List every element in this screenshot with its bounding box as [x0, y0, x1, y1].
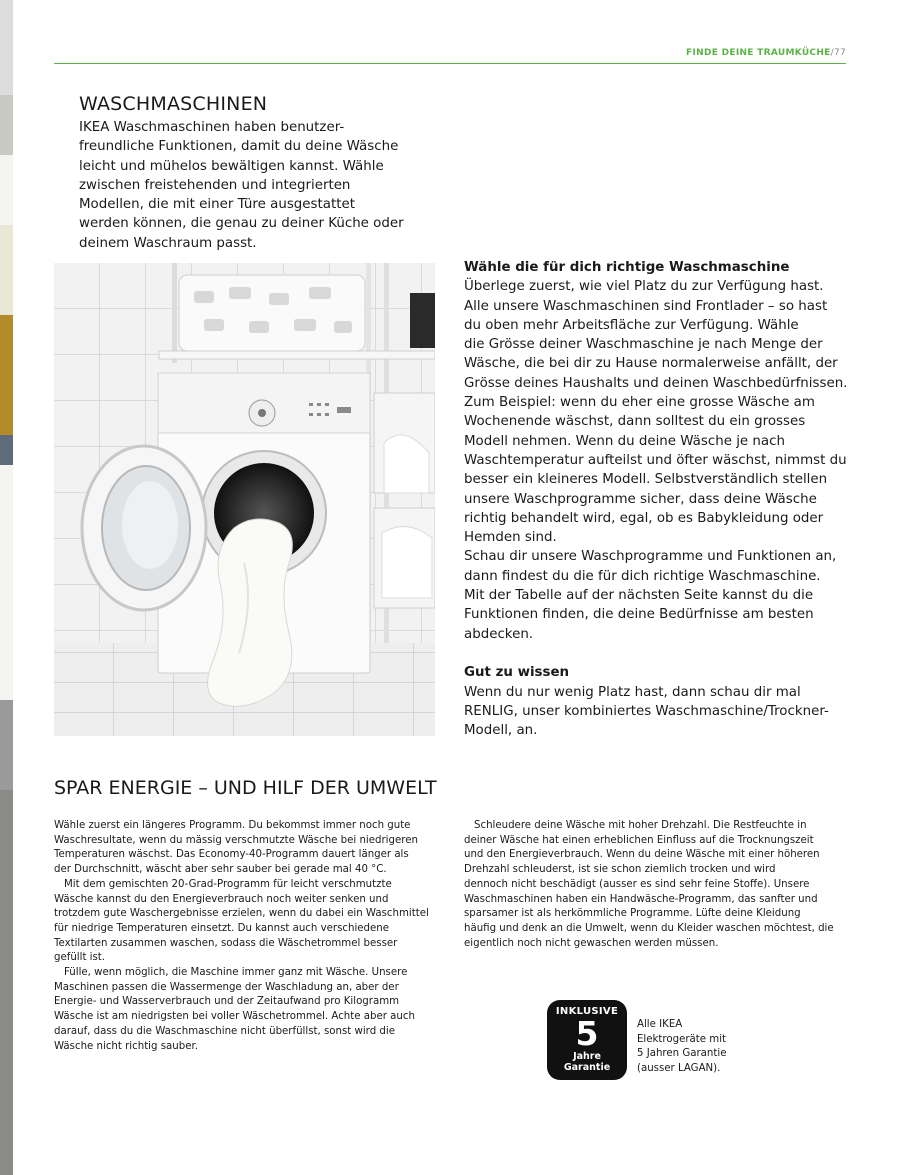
text-line: Waschmaschinen haben ein Handwäsche-Programm, das sanfter und: [464, 893, 818, 905]
badge-guarantee-label: Garantie: [563, 1062, 611, 1073]
text-line: Wäsche, die bei dir zu Hause normalerweise anfällt, der: [464, 356, 838, 372]
text-line: Alle IKEA: [637, 1019, 683, 1030]
text-line: Wäsche kannst du den Energieverbrauch noch weiter senken und: [54, 893, 389, 905]
washing-machine-illustration: [54, 263, 435, 736]
text-line: (ausser LAGAN).: [637, 1063, 721, 1075]
text-line: richtig behandelt wird, egal, ob es Babykleidung oder: [464, 510, 824, 526]
heading-good-to-know: Gut zu wissen: [464, 665, 570, 681]
guarantee-badge: [547, 1000, 627, 1080]
text-line: Funktionen finden, die deine Bedürfnisse am besten: [464, 607, 814, 623]
text-line: Wenn du nur wenig Platz hast, dann schau dir mal: [464, 684, 801, 700]
text-line: abdecken.: [464, 626, 534, 642]
section-title-save-energy: SPAR ENERGIE – UND HILF DER UMWELT: [54, 777, 437, 799]
text-line: RENLIG, unser kombiniertes Waschmaschine/Trockner-: [464, 703, 829, 719]
intro-line: Modellen, die mit einer Türe ausgestattet: [79, 197, 355, 213]
text-line: Maschinen passen die Wassermenge der Waschladung an, aber der: [54, 981, 399, 993]
paragraph-programs: [464, 547, 849, 643]
badge-inclusive-label: INKLUSIVE: [555, 1006, 619, 1017]
text-line: Wochenende wäschst, dann solltest du ein grosses: [464, 414, 806, 430]
text-line: Energie- und Wasserverbrauch und der Zeitaufwand pro Kilogramm: [54, 996, 400, 1008]
text-line: Temperaturen wäschst. Das Economy-40-Programm dauert länger als: [54, 849, 409, 861]
running-head: [686, 48, 846, 58]
text-line: Wäsche nicht richtig sauber.: [54, 1040, 198, 1052]
intro-line: deinem Waschraum passt.: [79, 235, 257, 251]
choose-machine-section: [464, 258, 849, 740]
text-line: Wäsche ist am niedrigsten bei voller Wäschetrommel. Achte aber auch: [54, 1011, 415, 1023]
text-line: Waschtemperatur aufteilst und öfter wäschst, nimmst du: [464, 452, 847, 468]
text-line: Modell nehmen. Wenn du deine Wäsche je nach: [464, 433, 785, 449]
text-line: und den Energieverbrauch. Wenn du deine Wäsche mit einer höheren: [464, 849, 820, 861]
text-line: Fülle, wenn möglich, die Maschine immer ganz mit Wäsche. Unsere: [64, 967, 408, 979]
intro-line: leicht und mühelos bewältigen kannst. Wähle: [79, 158, 384, 174]
save-energy-column-right: [464, 819, 849, 951]
header-rule: [54, 63, 846, 64]
text-line: Elektrogeräte mit: [637, 1033, 727, 1045]
text-line: trotzdem gute Waschergebnisse erzielen, wenn du dabei ein Waschmittel: [54, 908, 429, 920]
badge-years-label: Jahre: [573, 1051, 601, 1062]
paragraph: [54, 966, 439, 1054]
intro-line: freundliche Funktionen, damit du deine Wäsche: [79, 139, 399, 155]
text-line: Drehzahl schleuderst, ist sie schon ziemlich trocken und wird: [464, 864, 776, 876]
text-line: Mit der Tabelle auf der nächsten Seite kannst du die: [464, 588, 814, 604]
guarantee-note: [637, 1018, 747, 1077]
text-line: Mit dem gemischten 20-Grad-Programm für leicht verschmutzte: [64, 878, 392, 890]
save-energy-column-left: [54, 819, 439, 1054]
text-line: Textilarten zusammen waschen, sodass die Wäschetrommel besser: [54, 937, 398, 949]
text-line: häufig und denk an die Umwelt, wenn du Kleider waschen möchtest, die: [464, 922, 834, 934]
previous-page-edge: [0, 0, 13, 1175]
section-title-washing-machines: WASCHMASCHINEN: [79, 93, 268, 115]
paragraph-choose-machine: [464, 277, 849, 547]
text-line: Waschresultate, wenn du mässig verschmutzte Wäsche bei niedrigeren: [54, 834, 418, 846]
text-line: darauf, dass du die Waschmaschine nicht überfüllst, sonst wird die: [54, 1025, 395, 1037]
text-line: deiner Wäsche hat einen erheblichen Einfluss auf die Trocknungszeit: [464, 834, 814, 846]
paragraph-good-to-know: [464, 683, 849, 741]
intro-text: [79, 118, 419, 253]
washing-machine-photo: [54, 263, 435, 736]
text-line: eigentlich noch nicht gewaschen werden müssen.: [464, 937, 719, 949]
text-line: Wähle zuerst ein längeres Programm. Du bekommst immer noch gute: [54, 820, 411, 831]
text-line: Schleudere deine Wäsche mit hoher Drehzahl. Die Restfeuchte in: [474, 820, 807, 831]
text-line: die Grösse deiner Waschmaschine je nach Menge der: [464, 337, 823, 353]
paragraph: [464, 819, 849, 951]
text-line: du oben mehr Arbeitsfläche zur Verfügung. Wähle: [464, 317, 799, 333]
text-line: dennoch nicht beschädigt (ausser es sind sehr feine Stoffe). Unsere: [464, 878, 810, 890]
badge-years-number: 5: [575, 1014, 599, 1053]
text-line: der Durchschnitt, wäscht aber sehr sauber bei gerade mal 40 °C.: [54, 864, 387, 876]
text-line: unsere Waschprogramme sicher, dass deine Wäsche: [464, 491, 817, 507]
text-line: Modell, an.: [464, 723, 538, 739]
intro-line: zwischen freistehenden und integrierten: [79, 177, 351, 193]
text-line: Alle unsere Waschmaschinen sind Frontlader – so hast: [464, 298, 828, 314]
page-number: /77: [830, 48, 846, 58]
paragraph: [54, 819, 439, 878]
text-line: Überlege zuerst, wie viel Platz du zur Verfügung hast.: [464, 279, 824, 295]
text-line: Hemden sind.: [464, 530, 557, 546]
text-line: gefüllt ist.: [54, 952, 106, 964]
running-head-title: FINDE DEINE TRAUMKÜCHE: [686, 48, 831, 58]
text-line: dann findest du die für dich richtige Waschmaschine.: [464, 568, 821, 584]
heading-choose-machine: Wähle die für dich richtige Waschmaschine: [464, 260, 790, 275]
text-line: für niedrige Temperaturen einsetzt. Du kannst auch verschiedene: [54, 922, 390, 934]
text-line: besser ein kleineres Modell. Selbstverständlich stellen: [464, 472, 828, 488]
intro-line: werden können, die genau zu deiner Küche oder: [79, 216, 404, 232]
intro-line: IKEA Waschmaschinen haben benutzer-: [79, 120, 345, 135]
text-line: Grösse deines Haushalts und deinen Waschbedürfnissen.: [464, 375, 848, 391]
text-line: 5 Jahren Garantie: [637, 1048, 727, 1060]
paragraph: [54, 878, 439, 966]
text-line: sparsamer ist als herkömmliche Programme. Lüfte deine Kleidung: [464, 908, 801, 920]
text-line: Zum Beispiel: wenn du eher eine grosse Wäsche am: [464, 395, 815, 411]
text-line: Schau dir unsere Waschprogramme und Funktionen an,: [464, 549, 837, 565]
